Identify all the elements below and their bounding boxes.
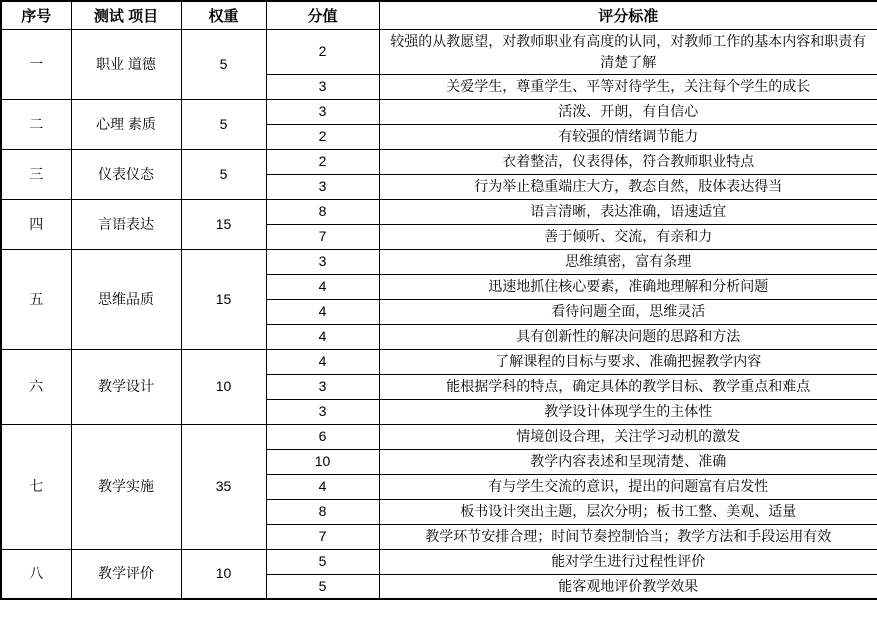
criteria-text: 思维缜密，富有条理 xyxy=(379,249,877,274)
criteria-text: 行为举止稳重端庄大方，教态自然，肢体表达得当 xyxy=(379,174,877,199)
score-value: 2 xyxy=(266,29,379,74)
criteria-text: 情境创设合理，关注学习动机的激发 xyxy=(379,424,877,449)
criteria-text: 活泼、开朗，有自信心 xyxy=(379,99,877,124)
header-weight: 权重 xyxy=(181,1,266,29)
score-value: 3 xyxy=(266,74,379,99)
score-value: 7 xyxy=(266,224,379,249)
criteria-text: 板书设计突出主题，层次分明；板书工整、美观、适量 xyxy=(379,499,877,524)
header-no: 序号 xyxy=(1,1,71,29)
score-value: 4 xyxy=(266,324,379,349)
table-row xyxy=(1,249,877,274)
criteria-text: 较强的从教愿望，对教师职业有高度的认同，对教师工作的基本内容和职责有清楚了解 xyxy=(379,29,877,74)
score-value: 4 xyxy=(266,299,379,324)
table-row xyxy=(1,349,877,374)
criteria-text: 有较强的情绪调节能力 xyxy=(379,124,877,149)
header-row xyxy=(1,1,877,29)
group-no: 七 xyxy=(1,424,71,549)
score-value: 3 xyxy=(266,249,379,274)
group-weight: 10 xyxy=(181,349,266,424)
group-item: 教学评价 xyxy=(71,549,181,599)
group-item: 思维品质 xyxy=(71,249,181,349)
criteria-text: 有与学生交流的意识，提出的问题富有启发性 xyxy=(379,474,877,499)
group-weight: 5 xyxy=(181,29,266,99)
group-weight: 15 xyxy=(181,249,266,349)
score-value: 4 xyxy=(266,349,379,374)
criteria-text: 教学环节安排合理；时间节奏控制恰当；教学方法和手段运用有效 xyxy=(379,524,877,549)
criteria-text: 能根据学科的特点，确定具体的教学目标、教学重点和难点 xyxy=(379,374,877,399)
criteria-text: 善于倾听、交流，有亲和力 xyxy=(379,224,877,249)
score-value: 8 xyxy=(266,199,379,224)
criteria-text: 关爱学生，尊重学生、平等对待学生，关注每个学生的成长 xyxy=(379,74,877,99)
group-item: 教学实施 xyxy=(71,424,181,549)
header-criteria: 评分标准 xyxy=(379,1,877,29)
group-weight: 5 xyxy=(181,99,266,149)
criteria-text: 看待问题全面，思维灵活 xyxy=(379,299,877,324)
group-item: 仪表仪态 xyxy=(71,149,181,199)
table-row xyxy=(1,29,877,74)
score-value: 7 xyxy=(266,524,379,549)
score-value: 3 xyxy=(266,174,379,199)
score-value: 5 xyxy=(266,549,379,574)
score-value: 3 xyxy=(266,399,379,424)
score-value: 3 xyxy=(266,99,379,124)
group-item: 心理 素质 xyxy=(71,99,181,149)
criteria-text: 语言清晰，表达准确，语速适宜 xyxy=(379,199,877,224)
score-value: 4 xyxy=(266,474,379,499)
criteria-text: 能对学生进行过程性评价 xyxy=(379,549,877,574)
score-value: 4 xyxy=(266,274,379,299)
table-row xyxy=(1,549,877,574)
score-value: 2 xyxy=(266,149,379,174)
table-row xyxy=(1,99,877,124)
header-item: 测试 项目 xyxy=(71,1,181,29)
group-no: 四 xyxy=(1,199,71,249)
score-value: 2 xyxy=(266,124,379,149)
score-value: 5 xyxy=(266,574,379,599)
table-row xyxy=(1,199,877,224)
header-score: 分值 xyxy=(266,1,379,29)
group-no: 五 xyxy=(1,249,71,349)
group-no: 二 xyxy=(1,99,71,149)
criteria-text: 迅速地抓住核心要素，准确地理解和分析问题 xyxy=(379,274,877,299)
criteria-text: 教学设计体现学生的主体性 xyxy=(379,399,877,424)
group-no: 三 xyxy=(1,149,71,199)
group-weight: 35 xyxy=(181,424,266,549)
group-item: 教学设计 xyxy=(71,349,181,424)
group-no: 六 xyxy=(1,349,71,424)
criteria-text: 衣着整洁，仪表得体，符合教师职业特点 xyxy=(379,149,877,174)
score-value: 8 xyxy=(266,499,379,524)
group-item: 职业 道德 xyxy=(71,29,181,99)
group-item: 言语表达 xyxy=(71,199,181,249)
criteria-text: 了解课程的目标与要求、准确把握教学内容 xyxy=(379,349,877,374)
score-value: 3 xyxy=(266,374,379,399)
table-row xyxy=(1,424,877,449)
criteria-text: 教学内容表述和呈现清楚、准确 xyxy=(379,449,877,474)
group-weight: 15 xyxy=(181,199,266,249)
score-value: 6 xyxy=(266,424,379,449)
criteria-text: 具有创新性的解决问题的思路和方法 xyxy=(379,324,877,349)
criteria-text: 能客观地评价教学效果 xyxy=(379,574,877,599)
group-weight: 10 xyxy=(181,549,266,599)
group-no: 八 xyxy=(1,549,71,599)
group-no: 一 xyxy=(1,29,71,99)
group-weight: 5 xyxy=(181,149,266,199)
score-value: 10 xyxy=(266,449,379,474)
table-row xyxy=(1,149,877,174)
